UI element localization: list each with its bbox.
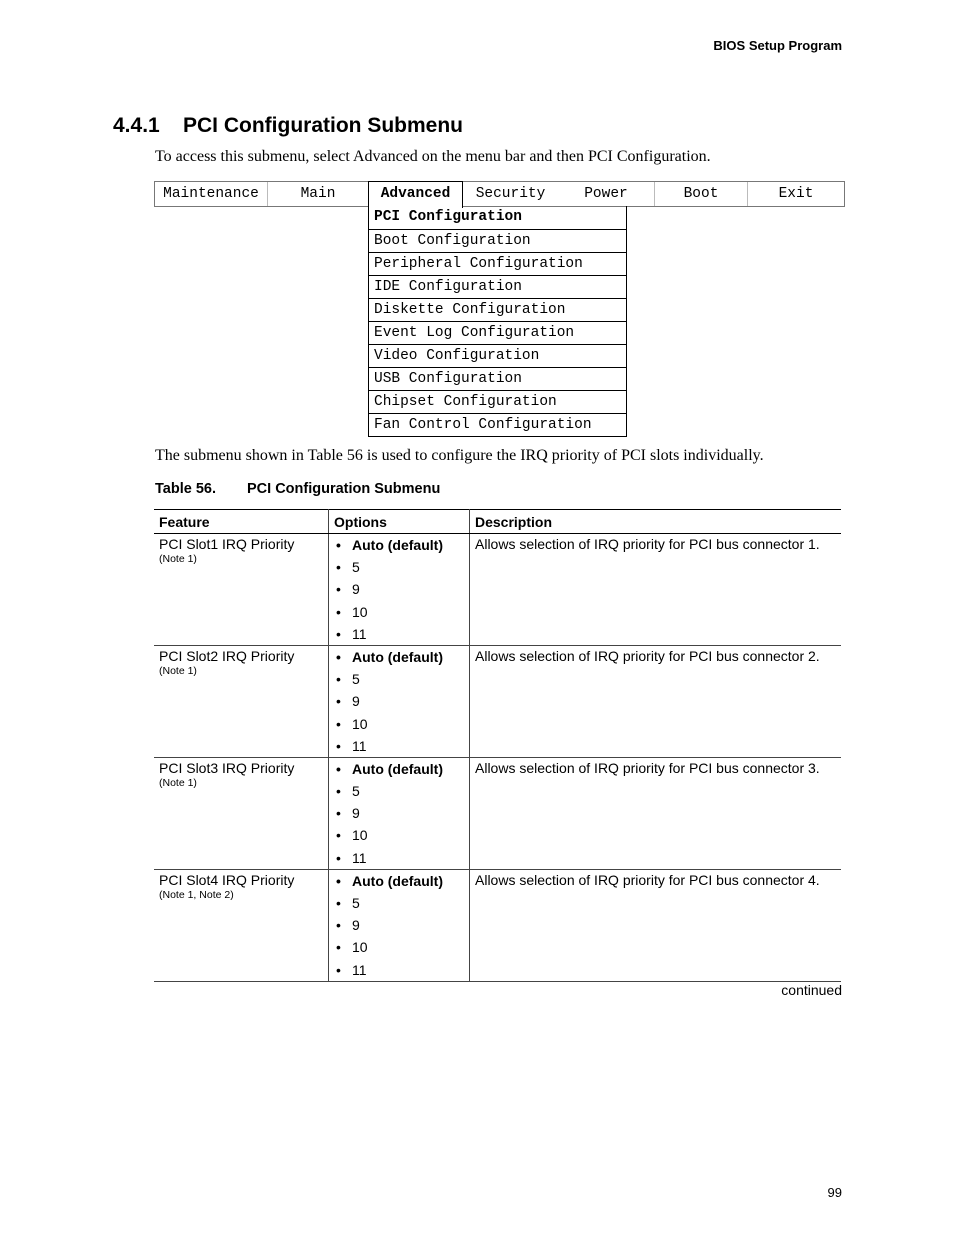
- description-cell: [470, 534, 842, 646]
- option-label: Auto (default): [352, 760, 443, 777]
- options-cell: [329, 869, 470, 981]
- submenu-item-event-log-configuration[interactable]: Event Log Configuration: [369, 321, 626, 344]
- option-item: [334, 936, 464, 958]
- option-label: 10: [352, 939, 368, 956]
- bullet-icon: •: [336, 961, 341, 978]
- bullet-icon: •: [336, 760, 341, 777]
- option-item: [334, 802, 464, 824]
- option-item: [334, 847, 464, 869]
- header-description: Description: [470, 510, 842, 534]
- menu-advanced[interactable]: Advanced: [368, 181, 463, 208]
- option-item: [334, 824, 464, 846]
- option-item: [334, 735, 464, 757]
- submenu-item-boot-configuration[interactable]: Boot Configuration: [369, 229, 626, 252]
- table-row: [154, 757, 841, 869]
- menu-exit[interactable]: Exit: [778, 186, 814, 202]
- table-caption: [155, 481, 440, 497]
- submenu-item-video-configuration[interactable]: Video Configuration: [369, 344, 626, 367]
- description-text: Allows selection of IRQ priority for PCI bus connector 4.: [475, 871, 820, 888]
- feature-note: (Note 1): [159, 776, 197, 789]
- advanced-submenu: [368, 206, 627, 437]
- header-feature: Feature: [154, 510, 329, 534]
- bullet-icon: •: [336, 872, 341, 889]
- option-item: [334, 713, 464, 735]
- running-head: BIOS Setup Program: [713, 38, 842, 53]
- submenu-item-chipset-configuration[interactable]: Chipset Configuration: [369, 390, 626, 413]
- bullet-icon: •: [336, 671, 341, 688]
- option-label: 10: [352, 603, 368, 620]
- description-text: Allows selection of IRQ priority for PCI bus connector 2.: [475, 647, 820, 664]
- option-label: 5: [352, 559, 360, 576]
- options-list: [334, 870, 464, 981]
- bullet-icon: •: [336, 917, 341, 934]
- option-item: [334, 780, 464, 802]
- feature-note: (Note 1, Note 2): [159, 888, 234, 901]
- section-number: 4.4.1: [113, 114, 160, 137]
- table-header-row: [154, 510, 841, 534]
- bullet-icon: •: [336, 581, 341, 598]
- feature-note: (Note 1): [159, 553, 197, 565]
- option-label: 5: [352, 895, 360, 911]
- option-item: [334, 914, 464, 936]
- menu-power[interactable]: Power: [558, 182, 655, 206]
- submenu-item-ide-configuration[interactable]: IDE Configuration: [369, 275, 626, 298]
- options-cell: [329, 757, 470, 869]
- menu-security[interactable]: Security: [475, 186, 546, 202]
- table-title: PCI Configuration Submenu: [247, 481, 441, 497]
- pci-configuration-table: [154, 509, 841, 982]
- submenu-item-usb-configuration[interactable]: USB Configuration: [369, 367, 626, 390]
- bullet-icon: •: [336, 715, 341, 732]
- option-item: [334, 959, 464, 981]
- option-item: [334, 534, 464, 556]
- description-cell: [470, 869, 842, 981]
- table-intro-paragraph: The submenu shown in Table 56 is used to configure the IRQ priority of PCI slots individually.: [155, 447, 764, 464]
- option-label: 10: [352, 715, 368, 732]
- bullet-icon: •: [336, 895, 341, 911]
- option-label: 11: [352, 849, 367, 866]
- submenu-item-pci-configuration[interactable]: PCI Configuration: [374, 209, 522, 225]
- feature-note: (Note 1): [159, 664, 197, 677]
- feature-cell: [154, 757, 329, 869]
- bullet-icon: •: [336, 805, 341, 822]
- option-label: 9: [352, 805, 360, 822]
- bullet-icon: •: [336, 849, 341, 866]
- bullet-icon: •: [336, 827, 341, 844]
- option-item: [334, 668, 464, 690]
- description-cell: [470, 645, 842, 757]
- option-label: 9: [352, 581, 360, 598]
- bullet-icon: •: [336, 737, 341, 754]
- section-title: PCI Configuration Submenu: [183, 114, 463, 137]
- bullet-icon: •: [336, 939, 341, 956]
- bullet-icon: •: [336, 693, 341, 710]
- options-list: [334, 534, 464, 645]
- option-label: 10: [352, 827, 368, 844]
- option-item: [334, 646, 464, 668]
- option-label: 5: [352, 783, 360, 800]
- submenu-item-fan-control-configuration[interactable]: Fan Control Configuration: [369, 413, 626, 436]
- feature-name: PCI Slot4 IRQ Priority: [159, 871, 295, 888]
- menu-main[interactable]: Main: [300, 186, 336, 202]
- header-options: Options: [329, 510, 470, 534]
- options-list: [334, 758, 464, 869]
- option-item: [334, 758, 464, 780]
- continued-label: continued: [781, 982, 842, 998]
- bullet-icon: •: [336, 603, 341, 620]
- bullet-icon: •: [336, 783, 341, 800]
- bullet-icon: •: [336, 648, 341, 665]
- option-label: Auto (default): [352, 648, 443, 665]
- description-text: Allows selection of IRQ priority for PCI bus connector 3.: [475, 759, 820, 776]
- submenu-item-peripheral-configuration[interactable]: Peripheral Configuration: [369, 252, 626, 275]
- bullet-icon: •: [336, 559, 341, 576]
- table-row: [154, 534, 841, 646]
- feature-cell: [154, 645, 329, 757]
- option-label: 11: [352, 737, 367, 754]
- option-label: 11: [352, 625, 367, 642]
- menu-boot[interactable]: Boot: [655, 182, 748, 206]
- option-label: 9: [352, 693, 360, 710]
- submenu-item-diskette-configuration[interactable]: Diskette Configuration: [369, 298, 626, 321]
- table-number: Table 56.: [155, 481, 216, 497]
- option-label: 11: [352, 961, 367, 978]
- option-item: [334, 623, 464, 645]
- bios-menu-bar: [154, 181, 845, 207]
- option-item: [334, 556, 464, 578]
- option-label: 9: [352, 917, 360, 934]
- feature-name: PCI Slot1 IRQ Priority: [159, 536, 295, 552]
- menu-maintenance[interactable]: Maintenance: [155, 182, 268, 206]
- section-heading: [113, 114, 463, 138]
- options-list: [334, 646, 464, 757]
- page-number: 99: [827, 1185, 842, 1200]
- options-cell: [329, 534, 470, 646]
- feature-name: PCI Slot2 IRQ Priority: [159, 647, 295, 664]
- option-item: [334, 578, 464, 600]
- option-item: [334, 690, 464, 712]
- option-item: [334, 601, 464, 623]
- option-item: [334, 870, 464, 892]
- option-label: Auto (default): [352, 537, 443, 553]
- bullet-icon: •: [336, 537, 341, 553]
- option-item: [334, 892, 464, 914]
- description-cell: [470, 757, 842, 869]
- options-cell: [329, 645, 470, 757]
- description-text: Allows selection of IRQ priority for PCI bus connector 1.: [475, 536, 820, 552]
- bullet-icon: •: [336, 625, 341, 642]
- option-label: 5: [352, 671, 360, 688]
- intro-paragraph: To access this submenu, select Advanced on the menu bar and then PCI Configuration.: [155, 148, 711, 165]
- table-row: [154, 645, 841, 757]
- feature-cell: [154, 534, 329, 646]
- feature-cell: [154, 869, 329, 981]
- table-row: [154, 869, 841, 981]
- option-label: Auto (default): [352, 872, 443, 889]
- feature-name: PCI Slot3 IRQ Priority: [159, 759, 295, 776]
